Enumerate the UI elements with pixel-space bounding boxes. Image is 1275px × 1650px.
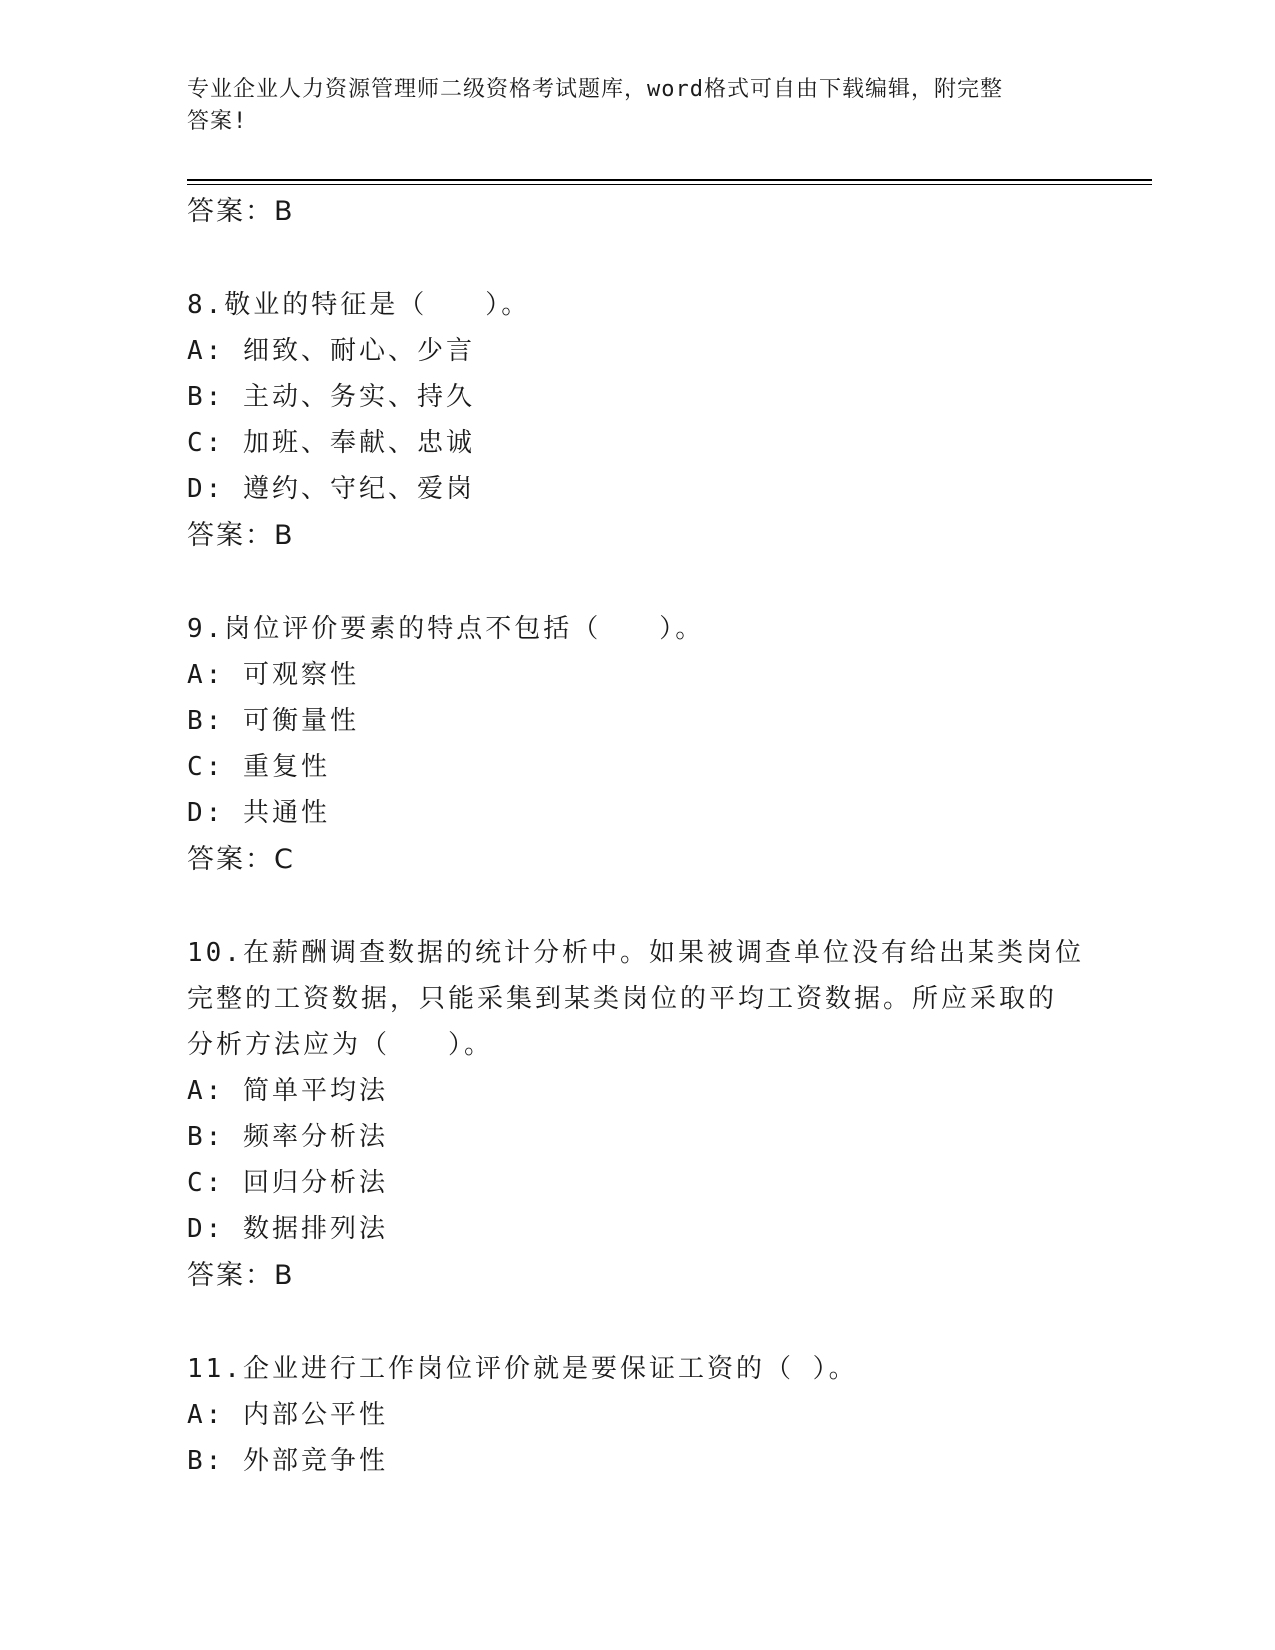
header-divider-thick (187, 179, 1152, 181)
option-a: A: 内部公平性 (187, 1400, 388, 1430)
question-block (187, 1346, 1087, 1484)
option-c: C: 回归分析法 (187, 1168, 388, 1198)
header-intro-line2: 答案! (187, 109, 248, 134)
option-a: A: 可观察性 (187, 660, 359, 690)
question-stem: 8.敬业的特征是（ ）。 (187, 290, 531, 320)
option-c: C: 重复性 (187, 752, 330, 782)
header-intro-line1: 专业企业人力资源管理师二级资格考试题库，word格式可自由下载编辑，附完整 (187, 77, 1003, 102)
option-b: B: 外部竞争性 (187, 1446, 388, 1476)
question-stem-line2: 完整的工资数据，只能采集到某类岗位的平均工资数据。所应采取的 (187, 984, 1058, 1014)
option-b: B: 频率分析法 (187, 1122, 388, 1152)
answer-label: 答案：B (187, 520, 295, 551)
question-stem-line1: 10.在薪酬调查数据的统计分析中。如果被调查单位没有给出某类岗位 (187, 938, 1084, 968)
answer-label: 答案：C (187, 844, 295, 875)
option-a: A: 简单平均法 (187, 1076, 388, 1106)
question-stem: 11.企业进行工作岗位评价就是要保证工资的（ ）。 (187, 1354, 858, 1384)
answer-label: 答案：B (187, 196, 295, 227)
question-block (187, 282, 1087, 560)
option-d: D: 数据排列法 (187, 1214, 388, 1244)
question-stem-line3: 分析方法应为（ ）。 (187, 1030, 494, 1060)
document-header (187, 74, 1087, 138)
answer-label: 答案：B (187, 1260, 295, 1291)
option-b: B: 可衡量性 (187, 706, 359, 736)
header-divider-thin (187, 184, 1152, 185)
option-a: A: 细致、耐心、少言 (187, 336, 475, 366)
option-b: B: 主动、务实、持久 (187, 382, 475, 412)
option-d: D: 遵约、守纪、爱岗 (187, 474, 475, 504)
question-stem: 9.岗位评价要素的特点不包括（ ）。 (187, 614, 705, 644)
option-d: D: 共通性 (187, 798, 330, 828)
question-block (187, 606, 1087, 884)
question-list (187, 188, 1087, 1484)
option-c: C: 加班、奉献、忠诚 (187, 428, 475, 458)
question-block (187, 930, 1087, 1300)
